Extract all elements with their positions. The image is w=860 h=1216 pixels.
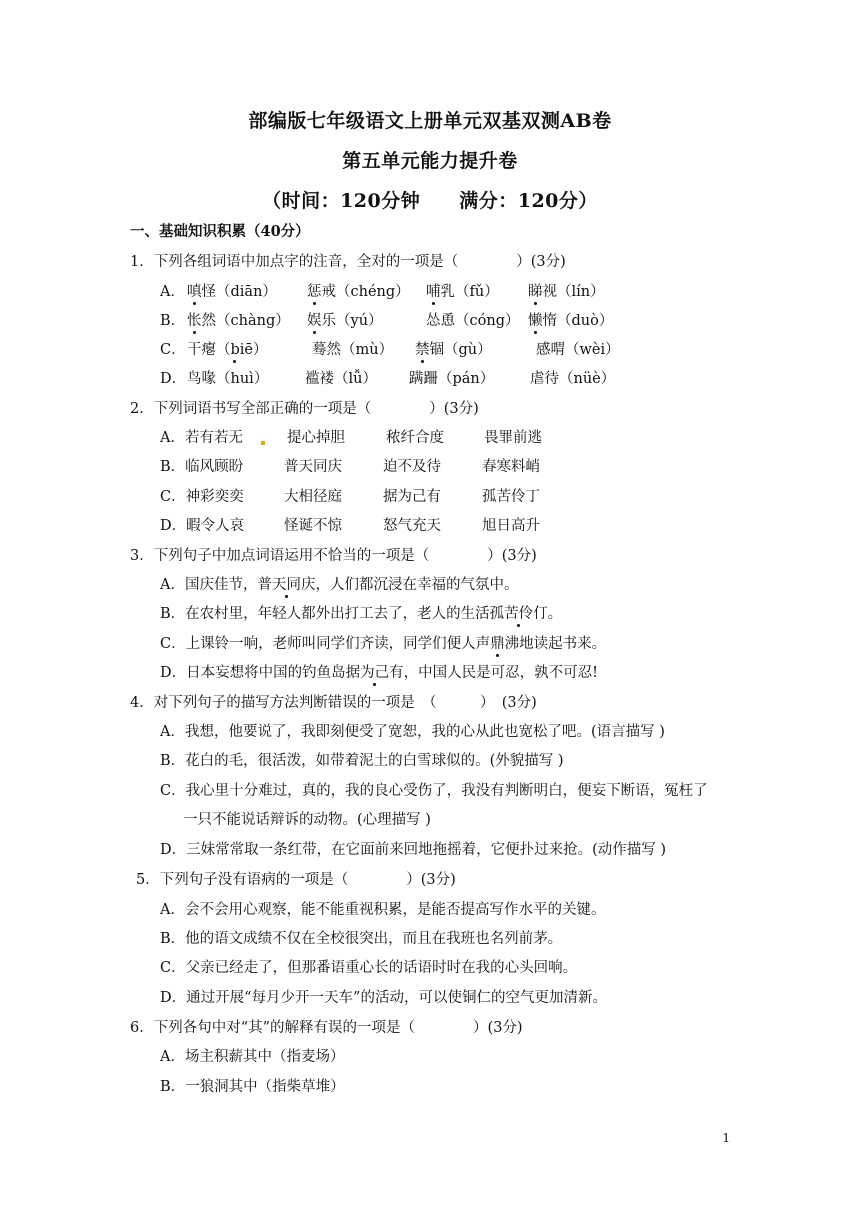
page-number: 1 — [722, 1131, 730, 1145]
question-4-stem: 4．对下列句子的描写方法判断错误的一项是 （ ） (3分) — [130, 695, 537, 711]
q6-option-a: A．场主积薪其中（指麦场） — [160, 1049, 345, 1065]
dotted-phrase: 据为己有 — [345, 665, 404, 681]
word-pinyin: 怂恿（cóng） — [426, 313, 520, 329]
option-text: ，中国人民是可忍，孰不可忍! — [403, 665, 598, 681]
dotted-char: 哺 — [426, 284, 441, 300]
word-pinyin: 蓦然（mù） — [312, 342, 394, 358]
question-3-stem: 3．下列句子中加点词语运用不恰当的一项是（ ）(3分) — [130, 548, 537, 564]
word-pinyin: 褴褛（lǚ） — [305, 371, 377, 387]
word-pinyin: 戒（chéng） — [321, 284, 410, 300]
option-word: 秾纤合度 — [386, 430, 444, 446]
q4-option-a: A．我想，他要说了，我即刻便受了宽恕，我的心从此也宽松了吧。(语言描写 ) — [160, 724, 665, 740]
option-word: 畏罪前逃 — [484, 430, 542, 446]
word-pinyin: 怪（diān） — [201, 284, 277, 300]
word-pinyin: 锢（gù） — [429, 342, 492, 358]
option-text: A．若有若无 — [160, 430, 243, 446]
time-score-line: （时间：120分钟 满分：120分） — [262, 190, 598, 212]
option-word: 旭日高升 — [482, 518, 540, 534]
word-pinyin: 瘪（biē） — [201, 342, 268, 358]
q5-option-c: C．父亲已经走了，但那番语重心长的话语时时在我的心头回响。 — [160, 960, 578, 976]
dotted-char: 睇 — [528, 284, 543, 300]
dotted-char: 怅 — [187, 313, 202, 329]
section-heading: 一、基础知识积累（40分） — [130, 223, 310, 240]
option-letter: C． — [160, 342, 186, 358]
dotted-char: 懒 — [528, 313, 543, 329]
option-letter: D． — [160, 371, 187, 387]
dotted-char: 禁 — [415, 342, 430, 358]
word-char: 鸟 — [187, 371, 202, 387]
q4-option-c: C．我心里十分难过，真的，我的良心受伤了，我没有判断明白，便妄下断语，冤枉了 — [160, 783, 708, 799]
word-pinyin: 视（lín） — [542, 284, 605, 300]
word-pinyin: 乳（fǔ） — [440, 284, 499, 300]
q5-option-a: A．会不会用心观察，能不能重视积累，是能否提高写作水平的关键。 — [160, 902, 606, 918]
word-pinyin: 然（chàng） — [201, 313, 290, 329]
option-letter: B． — [160, 313, 186, 329]
word-pinyin: 乐（yú） — [321, 313, 383, 329]
option-word: 春寒料峭 — [482, 459, 540, 475]
option-word: 大相径庭 — [284, 489, 342, 505]
q3-option-b — [160, 604, 562, 624]
dotted-char: 惩 — [307, 284, 322, 300]
word-pinyin: 感喟（wèi） — [536, 342, 620, 358]
word-pinyin: 喙（huì） — [201, 371, 269, 387]
option-text: D．暇令人哀 — [160, 518, 245, 534]
option-text: 。 — [547, 606, 563, 622]
option-text: B．临风顾盼 — [160, 459, 244, 475]
question-2-stem: 2．下列词语书写全部正确的一项是（ ）(3分) — [130, 401, 479, 417]
option-text: ，人们都沉浸在幸福的气氛中。 — [315, 577, 519, 593]
dotted-phrase: 普天同庆 — [257, 577, 316, 593]
option-word: 迫不及待 — [383, 459, 441, 475]
option-text: D．日本妄想将中国的钓鱼岛 — [160, 665, 346, 681]
page-title: 部编版七年级语文上册单元双基双测AB卷 — [248, 110, 612, 132]
option-word: 怪诞不惊 — [284, 518, 342, 534]
option-word: 孤苦伶丁 — [482, 489, 540, 505]
q4-option-d: D．三妹常常取一条红带，在它面前来回地拖摇着，它便扑过来抢。(动作描写 ) — [160, 842, 667, 858]
option-letter: A． — [160, 284, 185, 300]
dotted-char: 嗔 — [187, 284, 202, 300]
option-text: C．上课铃一响，老师叫同学们齐读，同学们便人 — [160, 636, 476, 652]
dotted-char: 娱 — [307, 313, 322, 329]
word-pinyin: 虐待（nüè） — [530, 371, 616, 387]
word-pinyin: 惰（duò） — [542, 313, 614, 329]
q3-option-c — [160, 634, 606, 654]
option-word: 怒气充天 — [383, 518, 441, 534]
question-1-stem: 1．下列各组词语中加点字的注音，全对的一项是（ ）(3分) — [130, 254, 566, 270]
page-subtitle: 第五单元能力提升卷 — [342, 150, 518, 172]
option-text: 地读起书来。 — [519, 636, 607, 652]
option-text: A．国庆佳节， — [160, 577, 258, 593]
q4-option-c-continued: 一只不能说话辩诉的动物。(心理描写 ) — [183, 812, 431, 828]
q3-option-d — [160, 663, 598, 683]
q5-option-b: B．他的语文成绩不仅在全校很突出，而且在我班也名列前茅。 — [160, 931, 563, 947]
q6-option-b: B．一狼洞其中（指柴草堆） — [160, 1079, 345, 1095]
option-word: 普天同庆 — [284, 459, 342, 475]
dotted-phrase: 声鼎沸 — [475, 636, 520, 652]
word-char: 干 — [187, 342, 202, 358]
word-pinyin: 蹒跚（pán） — [409, 371, 495, 387]
question-6-stem: 6．下列各句中对“其”的解释有误的一项是（ ）(3分) — [130, 1020, 523, 1036]
option-word: 提心掉胆 — [287, 430, 345, 446]
option-text: B．在农村里，年轻人都外出打工去了，老人的生活 — [160, 606, 490, 622]
option-word: 据为己有 — [383, 489, 441, 505]
question-5-stem: 5．下列句子没有语病的一项是（ ）(3分) — [136, 872, 456, 888]
option-text: C．神彩奕奕 — [160, 489, 244, 505]
q4-option-b: B．花白的毛，很活泼，如带着泥土的白雪球似的。(外貌描写 ) — [160, 753, 564, 769]
highlight-marker — [261, 441, 265, 445]
dotted-phrase: 孤苦伶仃 — [489, 606, 548, 622]
q5-option-d: D．通过开展“每月少开一天车”的活动，可以使铜仁的空气更加清新。 — [160, 990, 607, 1006]
q3-option-a — [160, 575, 518, 595]
